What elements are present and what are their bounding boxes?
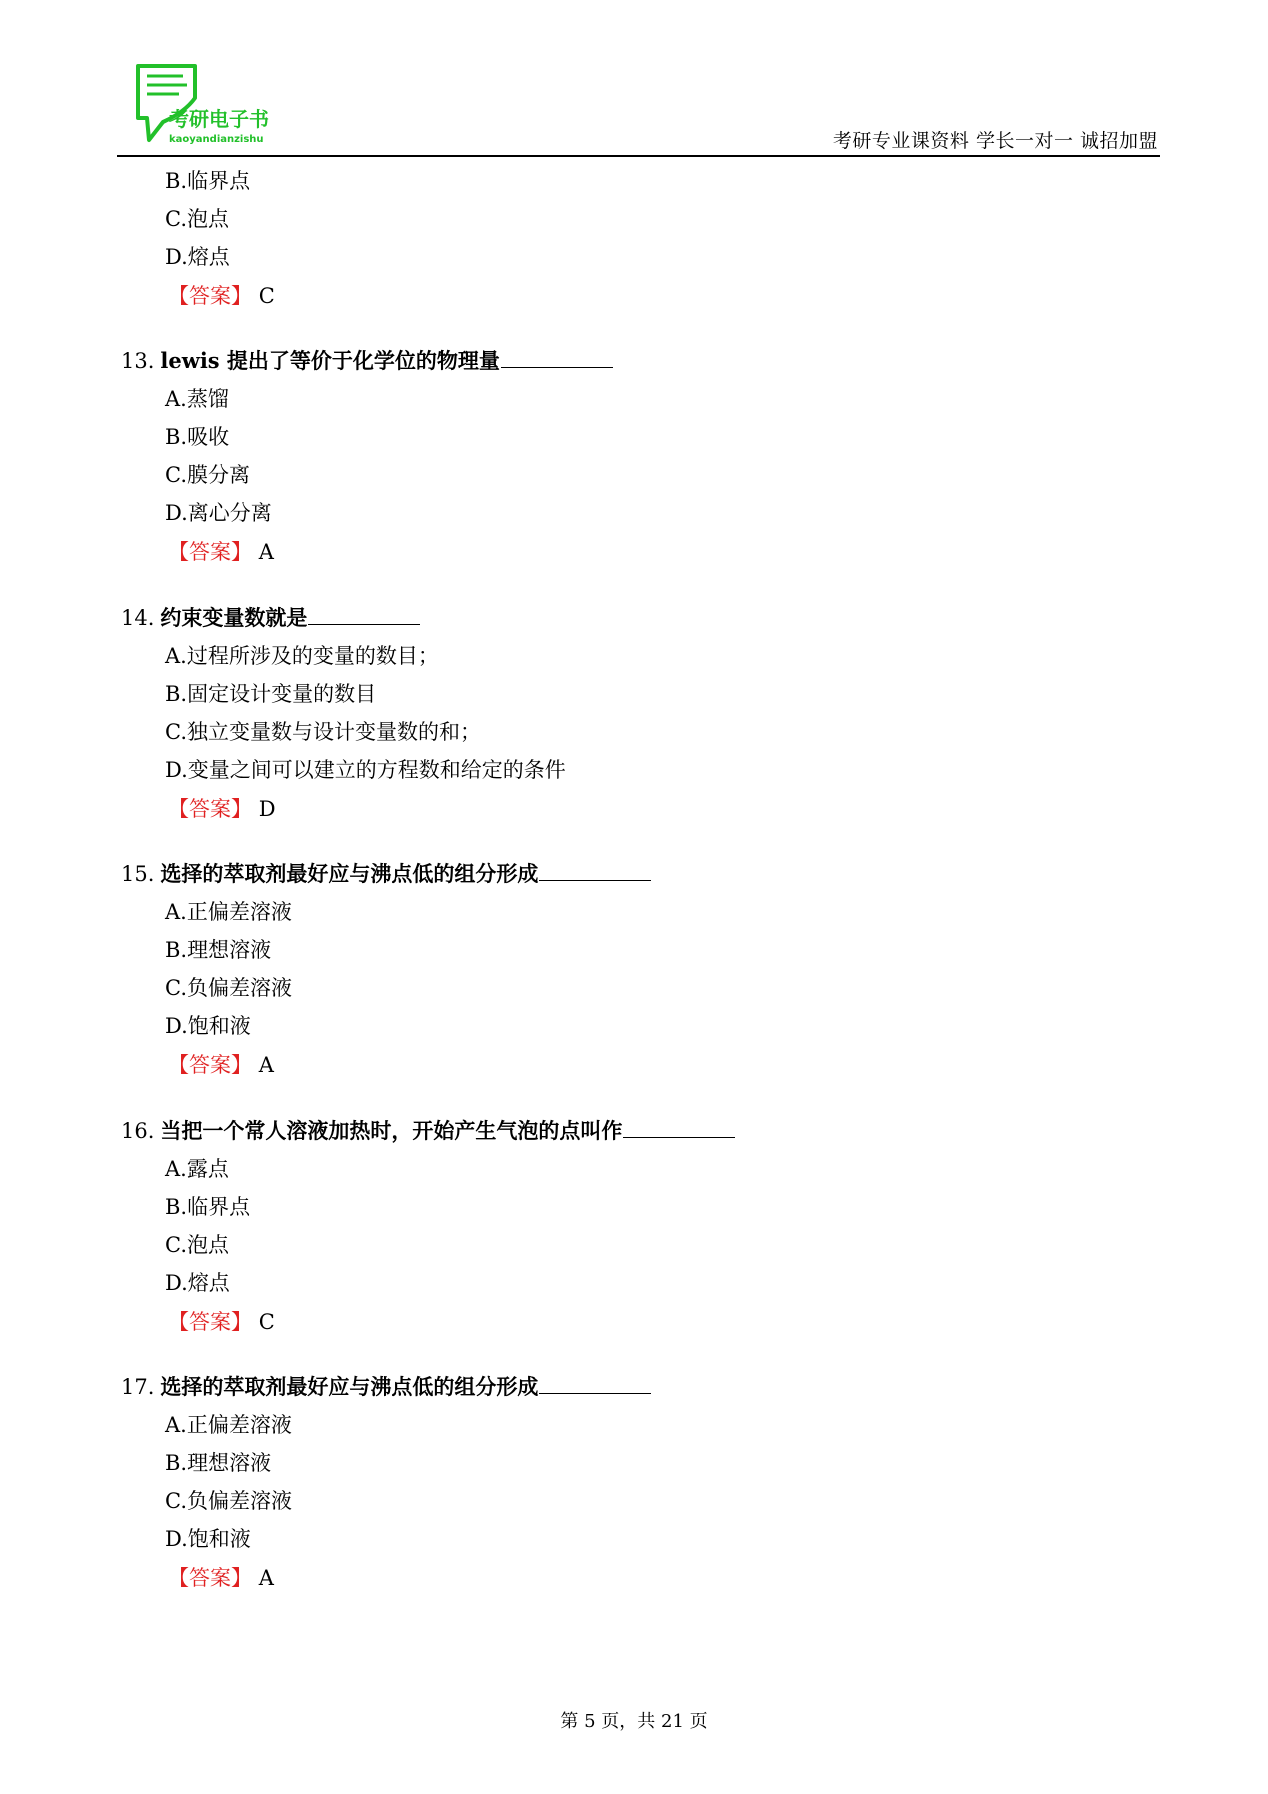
option: C.泡点 bbox=[165, 207, 229, 231]
option: B.固定设计变量的数目 bbox=[165, 682, 377, 706]
answer-tag: 【答案】 bbox=[168, 1053, 252, 1077]
answer-blank bbox=[501, 349, 613, 368]
question-text: 当把一个常人溶液加热时，开始产生气泡的点叫作 bbox=[160, 1118, 623, 1143]
question-title bbox=[121, 1115, 735, 1145]
option: D.饱和液 bbox=[165, 1527, 251, 1551]
answer-blank bbox=[623, 1119, 735, 1138]
question-number: 17. bbox=[121, 1375, 155, 1399]
question-title bbox=[121, 858, 651, 888]
answer-value: C bbox=[258, 284, 275, 308]
answer-tag: 【答案】 bbox=[168, 540, 252, 564]
page-number: 第 5 页，共 21 页 bbox=[560, 1711, 708, 1732]
logo bbox=[133, 62, 303, 148]
answer-blank bbox=[308, 606, 420, 625]
option: D.变量之间可以建立的方程数和给定的条件 bbox=[165, 758, 566, 782]
answer-value: A bbox=[258, 1566, 274, 1590]
option: D.熔点 bbox=[165, 1271, 230, 1295]
answer-value: C bbox=[258, 1310, 275, 1334]
answer-value: A bbox=[258, 1053, 274, 1077]
question-title bbox=[121, 1371, 651, 1401]
question-text: 选择的萃取剂最好应与沸点低的组分形成 bbox=[160, 861, 539, 886]
logo-title: 考研电子书 bbox=[169, 107, 269, 131]
logo-book-icon bbox=[133, 62, 303, 148]
option: D.饱和液 bbox=[165, 1014, 251, 1038]
answer-blank bbox=[539, 1375, 651, 1394]
option: A.正偏差溶液 bbox=[165, 1413, 292, 1437]
answer bbox=[168, 280, 275, 310]
option: B.理想溶液 bbox=[165, 1451, 272, 1475]
answer-blank bbox=[539, 862, 651, 881]
option: C.泡点 bbox=[165, 1233, 229, 1257]
option: A.过程所涉及的变量的数目； bbox=[165, 644, 439, 668]
question-number: 13. bbox=[121, 349, 155, 373]
option: D.熔点 bbox=[165, 245, 230, 269]
answer bbox=[168, 1049, 274, 1079]
option: C.负偏差溶液 bbox=[165, 976, 292, 1000]
answer-tag: 【答案】 bbox=[168, 1566, 252, 1590]
header-tagline: 考研专业课资料 学长一对一 诚招加盟 bbox=[832, 130, 1158, 152]
answer-tag: 【答案】 bbox=[168, 284, 252, 308]
question-text: lewis 提出了等价于化学位的物理量 bbox=[160, 348, 500, 373]
question-title bbox=[121, 345, 613, 375]
option: C.膜分离 bbox=[165, 463, 250, 487]
answer-tag: 【答案】 bbox=[168, 1310, 252, 1334]
answer-value: A bbox=[258, 540, 274, 564]
logo-subtitle: kaoyandianzishu bbox=[169, 134, 264, 145]
answer-tag: 【答案】 bbox=[168, 797, 252, 821]
option: A.正偏差溶液 bbox=[165, 900, 292, 924]
question-number: 15. bbox=[121, 862, 155, 886]
option: C.独立变量数与设计变量数的和； bbox=[165, 720, 481, 744]
option: A.露点 bbox=[165, 1157, 229, 1181]
option: A.蒸馏 bbox=[165, 387, 229, 411]
question-text: 选择的萃取剂最好应与沸点低的组分形成 bbox=[160, 1374, 539, 1399]
question-text: 约束变量数就是 bbox=[160, 605, 308, 630]
answer bbox=[168, 793, 276, 823]
header-divider bbox=[117, 155, 1160, 157]
answer-value: D bbox=[258, 797, 276, 821]
option: B.临界点 bbox=[165, 1195, 251, 1219]
answer bbox=[168, 1306, 275, 1336]
option: B.理想溶液 bbox=[165, 938, 272, 962]
option: B.临界点 bbox=[165, 169, 251, 193]
answer bbox=[168, 1562, 274, 1592]
question-number: 16. bbox=[121, 1119, 155, 1143]
question-title bbox=[121, 602, 420, 632]
question-number: 14. bbox=[121, 606, 155, 630]
option: C.负偏差溶液 bbox=[165, 1489, 292, 1513]
option: D.离心分离 bbox=[165, 501, 272, 525]
answer bbox=[168, 536, 274, 566]
option: B.吸收 bbox=[165, 425, 230, 449]
